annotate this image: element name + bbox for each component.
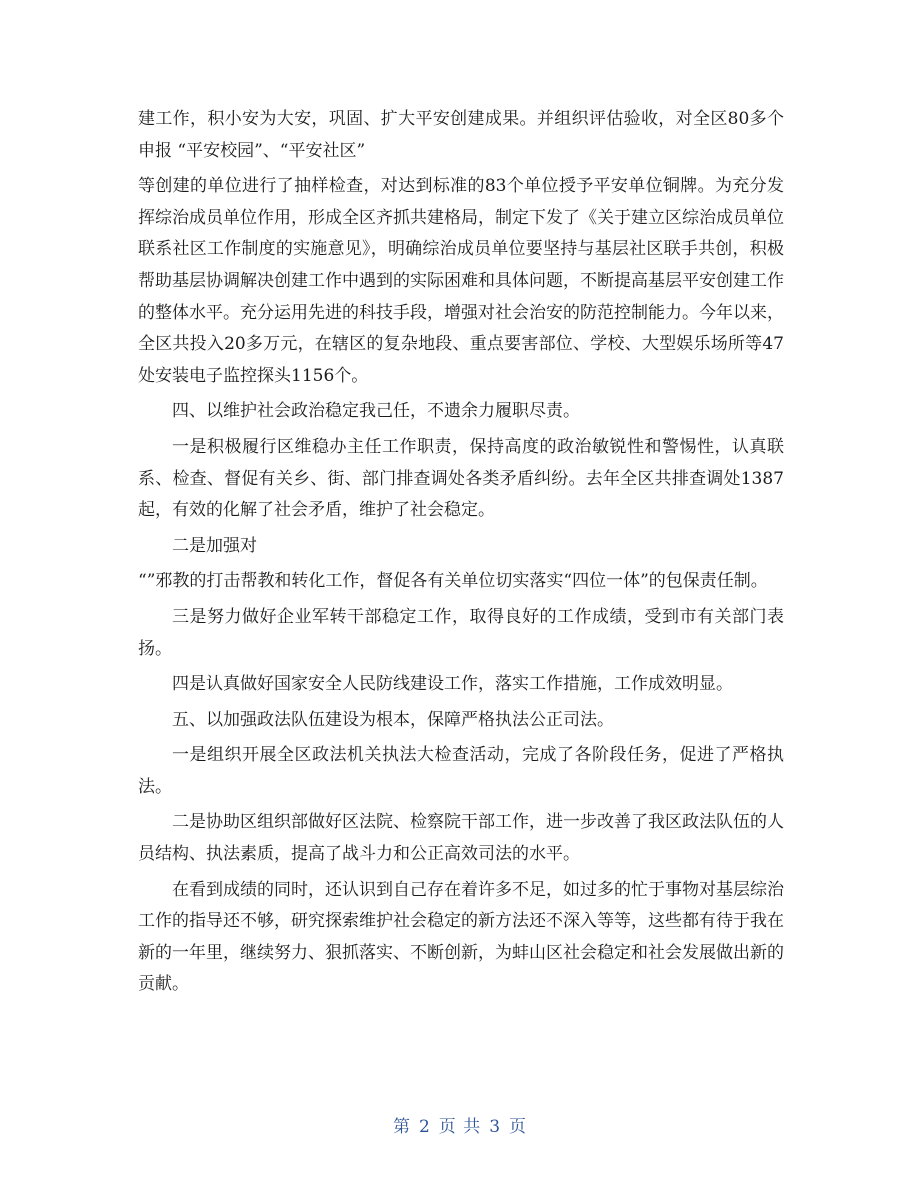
paragraph-9-heading: 五、以加强政法队伍建设为根本，保障严格执法公正司法。 [172,709,614,730]
paragraph-12: 在看到成绩的同时，还认识到自己存在着许多不足，如过多的忙于事物对基层综治工作的指导还不够，研究探索维护社会稳定的新方法还不深入等等，这些都有待于我在新的一年里，继续努力、狠抓落实、不断创新，为蚌山区社会稳定和社会发展做出新的贡献。 [138,879,784,995]
paragraph-8: 四是认真做好国家安全人民防线建设工作，落实工作措施，工作成效明显。 [172,674,733,695]
paragraph-6: “”邪教的打击帮教和转化工作，督促各有关单位切实落实“四位一体”的包保责任制。 [138,571,768,592]
paragraph-2: 等创建的单位进行了抽样检查，对达到标准的83个单位授予平安单位铜牌。为充分发挥综治成员单位作用，形成全区齐抓共建格局，制定下发了《关于建立区综治成员单位联系社区工作制度的实施意见》，明确综治成员单位要坚持与基层社区联手共创，积极帮助基层协调解决创建工作中遇到的实际困难和具体问题，不断提高基层平安创建工作的整体水平。充分运用先进的科技手段，增强对社会治安的防范控制能力。今年以来，全区共投入20多万元，在辖区的复杂地段、重点要害部位、学校、大型娱乐场所等47处安装电子监控探头1156个。 [138,176,784,386]
paragraph-4: 一是积极履行区维稳办主任工作职责，保持高度的政治敏锐性和警惕性，认真联系、检查、督促有关乡、街、部门排查调处各类矛盾纠纷。去年全区共排查调处1387起，有效的化解了社会矛盾，维护了社会稳定。 [138,436,784,521]
footer-suffix: 页 [509,1117,528,1137]
page-footer [0,1112,920,1137]
paragraph-1: 建工作，积小安为大安，巩固、扩大平安创建成果。并组织评估验收，对全区80多个申报 “平安校园”、“平安社区” [138,109,784,161]
paragraph-3-heading: 四、以维护社会政治稳定我己任，不遗余力履职尽责。 [172,401,580,422]
paragraph-5: 二是加强对 [172,535,257,556]
document-body [138,104,784,1001]
footer-mid: 页 共 [438,1117,482,1137]
footer-prefix: 第 [392,1117,411,1137]
paragraph-10: 一是组织开展全区政法机关执法大检查活动，完成了各阶段任务，促进了严格执法。 [138,745,784,797]
paragraph-11: 二是协助区组织部做好区法院、检察院干部工作，进一步改善了我区政法队伍的人员结构、执法素质，提高了战斗力和公正高效司法的水平。 [138,812,784,865]
footer-total-pages: 3 [489,1117,502,1137]
paragraph-7: 三是努力做好企业军转干部稳定工作，取得良好的工作成绩，受到市有关部门表扬。 [138,606,784,659]
footer-current-page: 2 [418,1117,431,1137]
